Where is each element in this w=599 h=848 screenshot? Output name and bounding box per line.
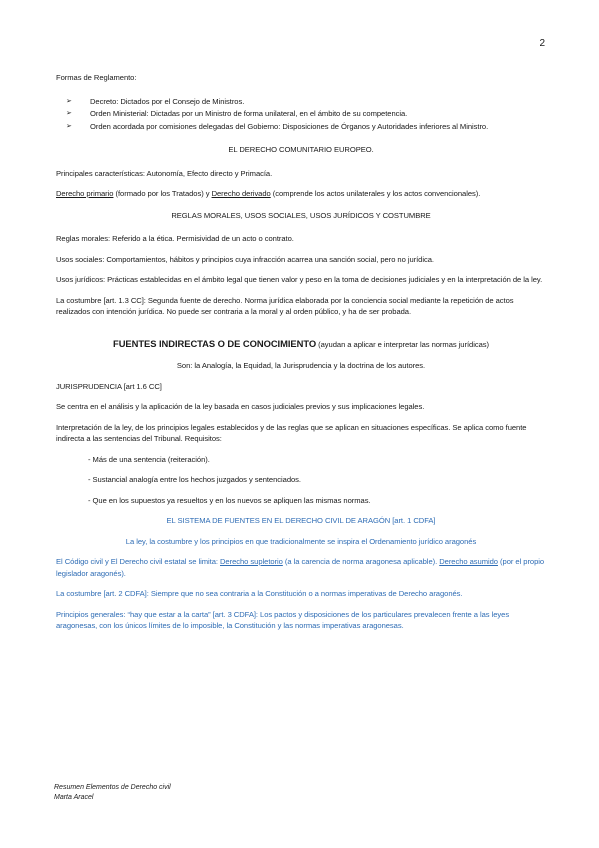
page-number: 2: [539, 38, 545, 49]
requisito-item: - Que en los supuestos ya resueltos y en los nuevos se apliquen las mismas normas.: [88, 495, 371, 505]
aragon-subheading: La ley, la costumbre y los principios en que tradicionalmente se inspira el Ordenamiento jurídico aragonés: [125, 536, 477, 546]
section-heading-aragon: EL SISTEMA DE FUENTES EN EL DERECHO CIVIL DE ARAGÓN [art. 1 CDFA]: [166, 516, 436, 525]
reglamento-title: Formas de Reglamento:: [56, 73, 137, 82]
section-heading-reglas: REGLAS MORALES, USOS SOCIALES, USOS JURÍDICOS Y COSTUMBRE: [171, 210, 431, 220]
list-item: ➢ Decreto: Dictados por el Consejo de Ministros.: [66, 96, 245, 106]
derecho-supletorio-term: Derecho supletorio: [220, 557, 283, 566]
principios-generales-paragraph: Principios generales: “hay que estar a la carta” [art. 3 CDFA]: Los pactos y disposiciones de los particulares prevalecen frente a las leyes aragonesas, con los únicos límites de lo imposible, la Constitución y las normas imperativas aragonesas.: [56, 609, 510, 630]
usos-juridicos-paragraph: Usos jurídicos: Prácticas establecidas en el ámbito legal que tienen valor y peso en la toma de decisiones judiciales y en la interpretación de la ley.: [56, 275, 543, 284]
reglamento-list: [56, 96, 546, 133]
list-item: ➢ Orden acordada por comisiones delegadas del Gobierno: Disposiciones de Órganos y Autoridades inferiores al Ministro.: [66, 121, 489, 131]
costumbre-aragon-paragraph: La costumbre [art. 2 CDFA]: Siempre que no sea contraria a la Constitución o a normas imperativas de Derecho aragonés.: [56, 589, 463, 598]
derecho-derivado-term: Derecho derivado: [211, 189, 271, 198]
arrow-bullet-icon: ➢: [66, 97, 72, 105]
footer-title: Resumen Elementos de Derecho civil: [54, 784, 171, 791]
usos-sociales-paragraph: Usos sociales: Comportamientos, hábitos y principios cuya infracción acarrea una sanción social, pero no jurídica.: [56, 254, 434, 264]
caracteristicas-paragraph: Principales características: Autonomía, Efecto directo y Primacía.: [56, 168, 273, 178]
reglas-morales-paragraph: Reglas morales: Referido a la ética. Permisividad de un acto o contrato.: [56, 234, 294, 243]
fuentes-indirectas-subheading: Son: la Analogía, la Equidad, la Jurisprudencia y la doctrina de los autores.: [176, 361, 426, 370]
codigo-civil-paragraph: El Código civil y El Derecho civil estatal se limita: Derecho supletorio (a la carencia de norma aragonesa aplicable). Derecho asumido (por el propio legislador aragonés).: [56, 557, 545, 578]
derecho-primario-term: Derecho primario: [56, 189, 114, 198]
list-item: ➢ Orden Ministerial: Dictadas por un Ministro de forma unilateral, en el ámbito de su competencia.: [66, 109, 408, 118]
section-heading-fuentes-indirectas: FUENTES INDIRECTAS O DE CONOCIMIENTO (ayudan a aplicar e interpretar las normas jurídicas): [113, 337, 489, 349]
arrow-bullet-icon: ➢: [66, 122, 72, 130]
requisito-item: - Sustancial analogía entre los hechos juzgados y sentenciados.: [88, 475, 301, 484]
arrow-bullet-icon: ➢: [66, 110, 72, 117]
derecho-asumido-term: Derecho asumido: [439, 557, 498, 566]
derecho-primario-paragraph: Derecho primario (formado por los Tratados) y Derecho derivado (comprende los actos unilaterales y los actos convencionales).: [56, 189, 481, 198]
footer-author: Marta Aracel: [54, 794, 94, 801]
jurisprudencia-title: JURISPRUDENCIA [art 1.6 CC]: [56, 381, 162, 391]
page-footer: [54, 783, 171, 803]
document-body: [56, 72, 546, 641]
jurisprudencia-paragraph-1: Se centra en el análisis y la aplicación de la ley basada en casos judiciales previos y sus implicaciones legales.: [56, 402, 425, 411]
section-heading-derecho-comunitario: EL DERECHO COMUNITARIO EUROPEO.: [228, 145, 374, 154]
requisito-item: - Más de una sentencia (reiteración).: [88, 454, 210, 464]
jurisprudencia-paragraph-2: Interpretación de la ley, de los principios legales establecidos y de las reglas que se aplican en situaciones específicas. Se aplica como fuente indirecta a las sentencias del Tribunal. Requisitos:: [56, 422, 527, 443]
costumbre-paragraph: La costumbre [art. 1.3 CC]: Segunda fuente de derecho. Norma jurídica elaborada por la conciencia social mediante la repetición de actos realizados con intención jurídica. No puede ser contraria a la moral y al orden público, y ha de ser probada.: [56, 295, 514, 316]
